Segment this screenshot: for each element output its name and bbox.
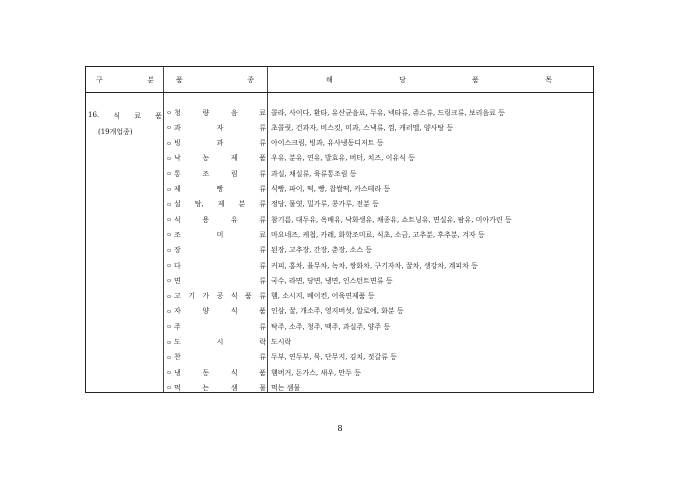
item-name: [174, 261, 268, 271]
bullet: ㅇ: [166, 247, 172, 255]
item-name: [174, 276, 268, 286]
table-row: [164, 350, 594, 365]
table-row: [164, 289, 594, 304]
item-description: 탁주, 소주, 청주, 맥주, 과실주, 양주 등: [271, 322, 391, 331]
item-description: 인삼, 꿀, 개소주, 영지버섯, 알로에, 화분 등: [271, 307, 404, 316]
item-name-char: 공: [216, 292, 224, 301]
item-name-char: 과: [216, 139, 224, 148]
item-description: 커피, 홍차, 율무차, 녹차, 쌍화차, 구기자차, 꿀차, 생강차, 계피차 등: [271, 261, 478, 270]
table-row: [164, 166, 594, 181]
item-name-char: 탕,: [194, 200, 204, 209]
item-name: [174, 138, 268, 148]
header-char: 품: [176, 76, 183, 84]
bullet: ㅇ: [166, 171, 172, 179]
header-char: 당: [399, 76, 406, 84]
header-char: 분: [147, 76, 154, 84]
table-row: [164, 151, 594, 166]
item-name-char: 류: [259, 139, 266, 148]
item-description: 된장, 고추장, 간장, 춘장, 소스 등: [271, 246, 373, 255]
item-description: 식빵, 파이, 떡, 빵, 찹쌀떡, 카스테라 등: [271, 185, 391, 193]
item-name-char: 고: [174, 292, 181, 301]
item-description: 정당, 물엿, 밀가루, 콩가루, 전분 등: [271, 200, 379, 209]
item-description: 마요네즈, 케첩, 카레, 화학조미료, 식초, 소금, 고추분, 후추분, 겨자 등: [271, 230, 485, 239]
item-name-char: 락: [259, 338, 266, 346]
item-description: 햄, 소시지, 베이컨, 어육연제품 등: [271, 292, 375, 301]
table-row: [164, 273, 594, 288]
item-name-char: 류: [259, 322, 266, 331]
bullet: ㅇ: [166, 155, 172, 163]
bullet: ㅇ: [166, 354, 172, 362]
item-name: [174, 245, 268, 255]
table-row: [164, 319, 594, 334]
table-row: [164, 380, 594, 395]
item-name-char: 량: [202, 108, 210, 117]
table-row: [164, 120, 594, 135]
item-name-char: 류: [259, 215, 266, 224]
item-name-char: 먹: [174, 383, 181, 392]
category-char: 식: [113, 112, 121, 120]
item-name-char: 면: [174, 276, 181, 285]
header-char: 종: [247, 76, 254, 84]
page-number: 8: [337, 424, 343, 433]
item-name-char: 빵: [216, 185, 224, 193]
item-description: 아이스크림, 빙과, 유사냉동디저트 등: [271, 139, 384, 148]
item-name-char: 품: [259, 154, 266, 163]
table-row: [164, 182, 594, 197]
item-name-char: 주: [174, 322, 181, 331]
item-name-char: 조: [202, 169, 210, 178]
table-row: [164, 105, 594, 120]
item-name: [174, 215, 268, 225]
bullet: ㅇ: [166, 278, 172, 286]
item-name-char: 식: [230, 307, 238, 316]
bullet: ㅇ: [166, 201, 172, 209]
item-name-char: 제: [230, 154, 238, 163]
item-name-char: 낙: [174, 154, 181, 163]
bullet: ㅇ: [166, 217, 172, 225]
header-char: 품: [472, 76, 479, 84]
item-name-char: 분: [238, 200, 246, 209]
item-name: [174, 123, 268, 133]
item-name-char: 농: [202, 154, 210, 163]
item-description: 두부, 연두부, 묵, 단무지, 김치, 젓갈류 등: [271, 353, 397, 362]
category-char: 료: [134, 112, 142, 120]
item-name-char: 자: [216, 123, 224, 132]
item-description: 햄버거, 돈가스, 새우, 만두 등: [271, 368, 361, 377]
category-subtitle: (19개업종): [98, 128, 133, 136]
header-char: 해: [326, 76, 333, 84]
header-char: 목: [545, 76, 552, 84]
item-name-char: 류: [259, 353, 266, 362]
header-items: [326, 72, 552, 88]
table-row: [164, 335, 594, 350]
bullet: ㅇ: [166, 385, 172, 393]
table-row: [164, 212, 594, 227]
table-row: [164, 365, 594, 380]
item-name: [174, 184, 268, 194]
item-name-char: 다: [174, 261, 181, 270]
item-name-char: 양: [202, 307, 210, 316]
item-name-char: 류: [259, 200, 266, 209]
item-name-char: 류: [259, 123, 266, 132]
item-name: [174, 368, 268, 378]
item-name-char: 빙: [174, 139, 181, 148]
header-char: 구: [96, 76, 103, 84]
bullet: ㅇ: [166, 339, 172, 347]
item-name-char: 식: [230, 292, 238, 301]
bullet: ㅇ: [166, 293, 172, 301]
item-name-char: 용: [202, 215, 210, 224]
bullet: ㅇ: [166, 186, 172, 194]
item-name: [174, 383, 268, 393]
item-name-char: 자: [174, 307, 181, 316]
item-name-char: 류: [259, 292, 266, 301]
bullet: ㅇ: [166, 140, 172, 148]
item-name-char: 설: [174, 200, 181, 209]
item-name-char: 도: [174, 338, 181, 346]
item-name-char: 료: [259, 230, 266, 239]
item-name: [174, 199, 268, 209]
item-name-char: 품: [259, 368, 266, 377]
item-name-char: 시: [216, 338, 224, 346]
item-name-char: 가: [202, 292, 210, 301]
table-row: [164, 243, 594, 258]
item-description: 우유, 분유, 연유, 발효유, 버터, 치즈, 이유식 등: [271, 154, 415, 163]
item-name-char: 샘: [230, 383, 238, 392]
item-name-char: 식: [174, 215, 181, 224]
classification-table: [85, 66, 594, 393]
bullet: ㅇ: [166, 308, 172, 316]
item-name-char: 음: [230, 108, 238, 117]
item-name: [174, 108, 268, 118]
item-description: 도시락: [271, 338, 292, 346]
table-row: [164, 258, 594, 273]
table-row: [164, 227, 594, 242]
category-number: 16.: [88, 111, 100, 119]
bullet: ㅇ: [166, 110, 172, 117]
item-name-char: 품: [245, 292, 252, 301]
header-gubun: [90, 72, 160, 88]
item-name: [174, 169, 268, 179]
item-description: 초콜릿, 건과자, 비스킷, 미과, 스낵류, 껌, 캐러멜, 양사탕 등: [271, 123, 454, 132]
item-name-char: 미: [216, 230, 224, 239]
category-title: [88, 111, 162, 121]
item-name-char: 식: [230, 368, 238, 377]
item-name-char: 류: [259, 276, 266, 285]
item-name-char: 류: [259, 185, 266, 193]
item-description: 먹는 샘물: [271, 383, 301, 392]
item-name-char: 물: [259, 383, 266, 392]
item-name-char: 냉: [174, 368, 181, 377]
item-name-char: 과: [174, 123, 181, 132]
item-name-char: 류: [259, 169, 266, 178]
item-name-char: 료: [259, 108, 266, 117]
item-name-char: 류: [259, 261, 266, 270]
item-name-char: 기: [188, 292, 195, 301]
item-name: [174, 352, 268, 362]
header-divider: [86, 92, 593, 93]
table-row: [164, 197, 594, 212]
item-name-char: 청: [174, 108, 181, 117]
bullet: ㅇ: [166, 232, 172, 240]
bullet: ㅇ: [166, 125, 172, 133]
bullet: ㅇ: [166, 263, 172, 270]
item-name-char: 장: [174, 246, 181, 255]
item-name: [174, 153, 268, 163]
item-name-char: 유: [230, 215, 238, 224]
item-name-char: 품: [259, 307, 266, 316]
item-name-char: 제: [174, 185, 181, 193]
item-name: [174, 322, 268, 332]
bullet: ㅇ: [166, 324, 172, 332]
item-name-char: 동: [202, 368, 210, 377]
table-row: [164, 304, 594, 319]
item-name-char: 류: [259, 246, 266, 255]
item-name-char: 림: [230, 169, 238, 178]
item-name-char: 제: [217, 200, 225, 209]
item-description: 참기름, 대두유, 옥배유, 낙화생유, 채종유, 쇼트닝유, 면실유, 팜유, 미아가린 등: [271, 215, 512, 224]
item-name: [174, 306, 268, 316]
item-description: 과실, 채실류, 육류통조림 등: [271, 169, 357, 178]
table-row: [164, 136, 594, 151]
category-char: 품: [155, 112, 162, 120]
item-description: 콜라, 사이다, 환타, 유산균음료, 두유, 넥타류, 쥬스류, 드링크류, 보리음료 등: [271, 108, 505, 117]
item-name: [174, 291, 268, 301]
item-description: 국수, 라면, 당면, 냉면, 인스턴트면류 등: [271, 276, 393, 285]
item-name-char: 통: [174, 169, 181, 178]
item-name-char: 는: [202, 383, 210, 392]
item-name-char: 조: [174, 230, 181, 239]
bullet: ㅇ: [166, 370, 172, 378]
item-name: [174, 230, 268, 240]
item-name: [174, 337, 268, 347]
header-pumjong: [166, 72, 264, 88]
item-name-char: 찬: [174, 353, 181, 362]
